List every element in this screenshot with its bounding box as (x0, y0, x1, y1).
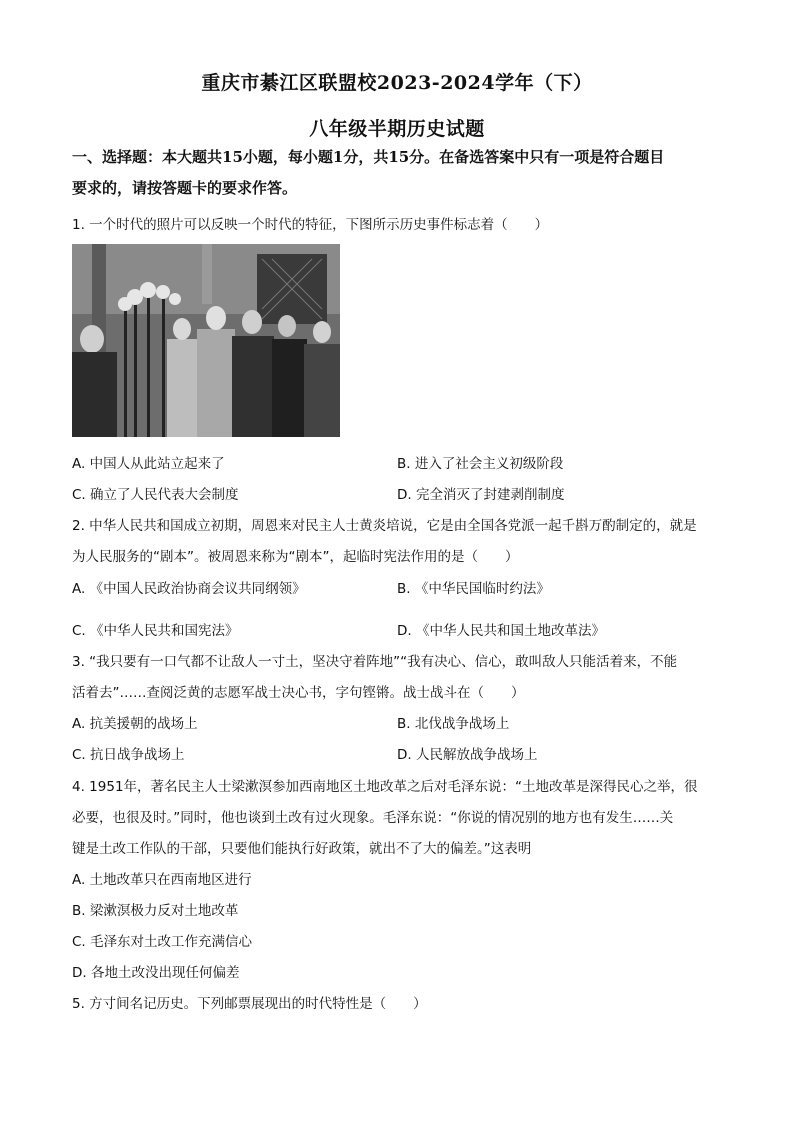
question-3-option-d: D. 人民解放战争战场上 (397, 747, 538, 763)
exam-subtitle: 八年级半期历史试题 (309, 118, 485, 140)
question-3-option-b: B. 北伐战争战场上 (397, 716, 510, 732)
question-4-option-b: B. 梁漱溟极力反对土地改革 (72, 903, 239, 919)
question-3-option-a: A. 抗美援朝的战场上 (72, 716, 198, 732)
question-3-stem-line-1: 3. “我只要有一口气都不让敌人一寸土，坚决守着阵地”“我有决心、信心，敢叫敌人只能活着来，不能 (72, 654, 678, 670)
question-1-option-b: B. 进入了社会主义初级阶段 (397, 456, 564, 472)
question-4-stem-line-1: 4. 1951年，著名民主人士梁漱溟参加西南地区土地改革之后对毛泽东说：“土地改革是深得民心之举，很 (72, 779, 698, 795)
question-2-stem-line-2: 为人民服务的“剧本”。被周恩来称为“剧本”，起临时宪法作用的是（ ） (72, 549, 519, 565)
section-header-line-2: 要求的，请按答题卡的要求作答。 (72, 179, 298, 197)
question-2-option-d: D. 《中华人民共和国土地改革法》 (397, 623, 605, 639)
section-header (72, 142, 722, 204)
question-1-option-c: C. 确立了人民代表大会制度 (72, 487, 239, 503)
question-4-option-c: C. 毛泽东对土改工作充满信心 (72, 934, 253, 950)
question-2-option-a: A. 《中国人民政治协商会议共同纲领》 (72, 581, 306, 597)
historical-photo (72, 244, 340, 437)
question-3-option-c: C. 抗日战争战场上 (72, 747, 185, 763)
question-3-stem-line-2: 活着去”……查阅泛黄的志愿军战士决心书，字句铿锵。战士战斗在（ ） (72, 685, 525, 701)
section-header-line-1: 一、选择题：本大题共15小题，每小题1分，共15分。在备选答案中只有一项是符合题目 (72, 148, 665, 166)
question-1-option-a: A. 中国人从此站立起来了 (72, 456, 225, 472)
question-2-option-b: B. 《中华民国临时约法》 (397, 581, 550, 597)
question-4-option-d: D. 各地土改没出现任何偏差 (72, 965, 240, 981)
question-4-stem-line-3: 键是土改工作队的干部，只要他们能执行好政策，就出不了大的偏差。”这表明 (72, 841, 532, 857)
question-1-stem: 1. 一个时代的照片可以反映一个时代的特征，下图所示历史事件标志着（ ） (72, 217, 549, 233)
question-5-stem: 5. 方寸间名记历史。下列邮票展现出的时代特性是（ ） (72, 996, 427, 1012)
question-2-option-c: C. 《中华人民共和国宪法》 (72, 623, 239, 639)
exam-title: 重庆市綦江区联盟校2023-2024学年（下） (201, 72, 593, 94)
question-4-option-a: A. 土地改革只在西南地区进行 (72, 872, 252, 888)
question-4-stem-line-2: 必要，也很及时。”同时，他也谈到土改有过火现象。毛泽东说：“你说的情况别的地方也有发生……关 (72, 810, 674, 826)
question-1-option-d: D. 完全消灭了封建剥削制度 (397, 487, 565, 503)
question-2-stem-line-1: 2. 中华人民共和国成立初期，周恩来对民主人士黄炎培说，它是由全国各党派一起千斟万酌制定的，就是 (72, 518, 697, 534)
